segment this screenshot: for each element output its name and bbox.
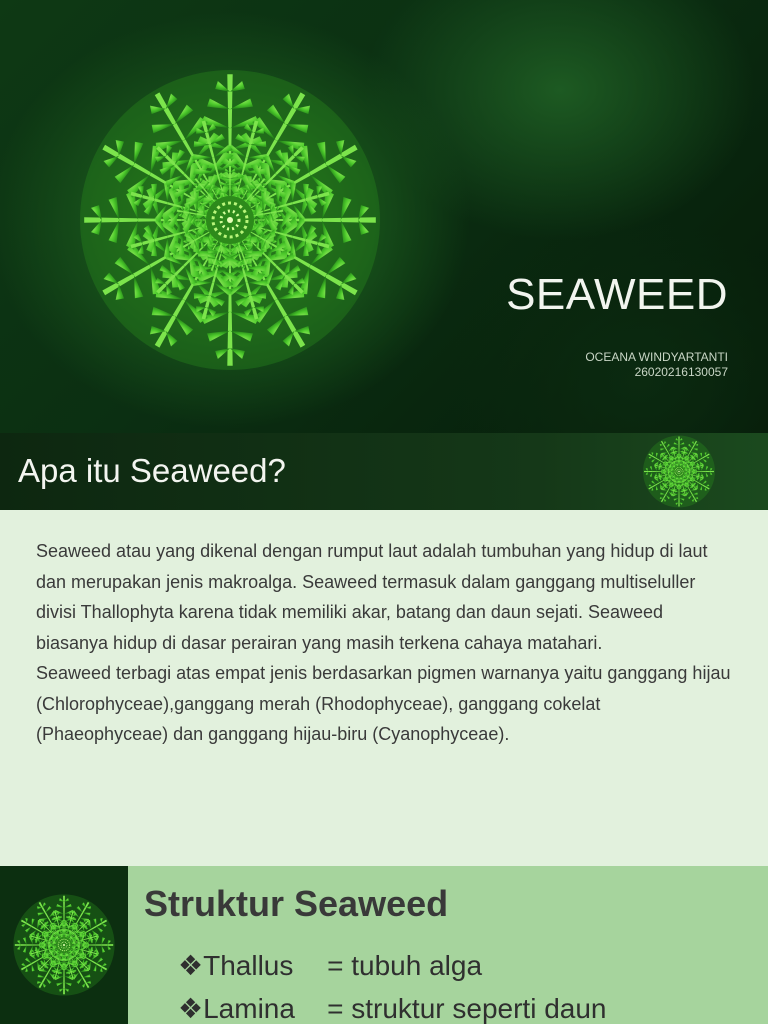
structure-definition: = struktur seperti daun [327, 993, 607, 1024]
title-slide [0, 0, 768, 433]
diamond-bullet-icon: ❖ [178, 950, 204, 981]
structure-definition: = tubuh alga [327, 950, 483, 981]
diamond-bullet-icon: ❖ [178, 993, 204, 1024]
author-name: OCEANA WINDYARTANTI [585, 350, 728, 364]
structure-slide [0, 866, 768, 1024]
structure-list [178, 944, 606, 1024]
seaweed-thumbnail-image [590, 433, 768, 510]
definition-paragraph-1: Seaweed atau yang dikenal dengan rumput laut adalah tumbuhan yang hidup di laut dan merupakan jenis makroalga. Seaweed termasuk dalam ganggang multiseluller divisi Thallophyta karena tidak memiliki akar, batang dan daun sejati. Seaweed biasanya hidup di dasar perairan yang masih terkena cahaya matahari. [36, 541, 708, 653]
presentation-title: SEAWEED [506, 270, 728, 319]
structure-term: Lamina [203, 993, 295, 1024]
author-block [585, 350, 728, 380]
structure-term: Thallus [203, 950, 294, 981]
definition-text [36, 536, 736, 750]
seaweed-plant-image [20, 20, 440, 420]
seaweed-thumbnail-image [0, 866, 128, 1024]
list-item [178, 987, 606, 1024]
definition-slide-body [0, 510, 768, 866]
list-item [178, 944, 606, 987]
definition-paragraph-2: Seaweed terbagi atas empat jenis berdasarkan pigmen warnanya yaitu ganggang hijau (Chlorophyceae),ganggang merah (Rhodophyceae), ganggang cokelat (Phaeophyceae) dan ganggang hijau-biru (Cyanophyceae). [36, 663, 731, 744]
definition-heading: Apa itu Seaweed? [18, 452, 286, 489]
structure-heading: Struktur Seaweed [144, 883, 449, 924]
definition-slide-header [0, 433, 768, 510]
author-id: 26020216130057 [634, 365, 728, 379]
